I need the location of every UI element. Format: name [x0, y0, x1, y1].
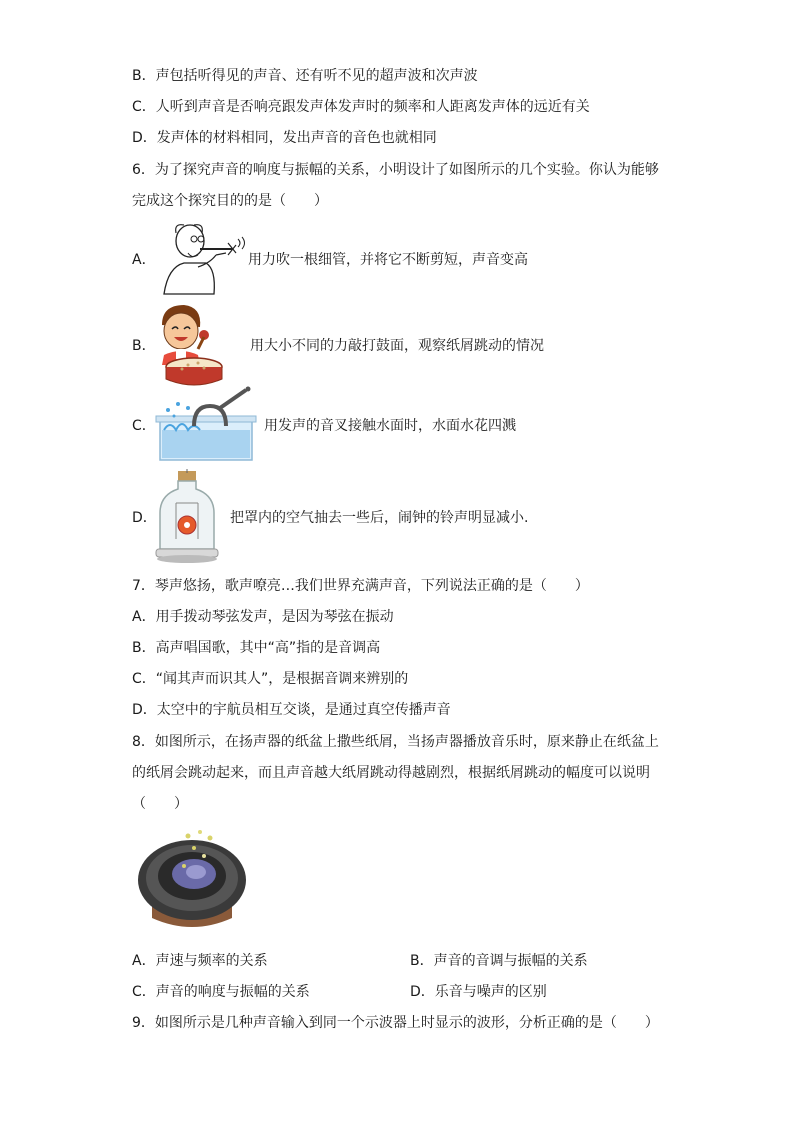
- option-letter: B．: [132, 338, 156, 354]
- option-text: 用大小不同的力敲打鼓面，观察纸屑跳动的情况: [250, 338, 544, 354]
- q8-option-a: A．声速与频率的关系: [132, 953, 268, 969]
- bell-jar-illustration: [154, 469, 220, 565]
- q8-stem-line-1: 8．如图所示，在扬声器的纸盆上撒些纸屑，当扬声器播放音乐时，原来静止在纸盆上: [132, 734, 659, 750]
- q6-option-c: [132, 380, 516, 470]
- q7-option-a: A．用手拨动琴弦发声，是因为琴弦在振动: [132, 609, 394, 625]
- option-text: 用发声的音叉接触水面时，水面水花四溅: [264, 418, 516, 434]
- q9-stem: 9．如图所示是几种声音输入到同一个示波器上时显示的波形，分析正确的是（ ）: [132, 1015, 659, 1031]
- q7-stem: 7．琴声悠扬，歌声嘹亮…我们世界充满声音，下列说法正确的是（ ）: [132, 578, 589, 594]
- q5-option-d: D．发声体的材料相同，发出声音的音色也就相同: [132, 130, 437, 146]
- q5-option-b: B．声包括听得见的声音、还有听不见的超声波和次声波: [132, 68, 478, 84]
- option-text: 用力吹一根细管，并将它不断剪短，声音变高: [248, 252, 528, 268]
- man-blowing-tube-illustration: [154, 219, 246, 299]
- q6-stem-line-1: 6．为了探究声音的响度与振幅的关系，小明设计了如图所示的几个实验。你认为能够: [132, 162, 659, 178]
- option-text: 把罩内的空气抽去一些后，闹钟的铃声明显减小.: [230, 510, 529, 526]
- q6-stem-line-2: 完成这个探究目的的是（ ）: [132, 193, 328, 209]
- option-letter: D．: [132, 510, 157, 526]
- boy-drum-illustration: [154, 303, 226, 387]
- q8-option-d: D．乐音与噪声的区别: [410, 984, 547, 1000]
- q8-option-b: B．声音的音调与振幅的关系: [410, 953, 588, 969]
- q6-option-a: [132, 214, 528, 304]
- q8-stem-line-2: 的纸屑会跳动起来，而且声音越大纸屑跳动得越剧烈，根据纸屑跳动的幅度可以说明: [132, 765, 650, 781]
- q5-option-c: C．人听到声音是否响亮跟发声体发声时的频率和人距离发声体的远近有关: [132, 99, 590, 115]
- q7-option-c: C．“闻其声而识其人”，是根据音调来辨别的: [132, 671, 409, 687]
- option-letter: C．: [132, 418, 156, 434]
- q8-option-c: C．声音的响度与振幅的关系: [132, 984, 310, 1000]
- q6-option-b: [132, 300, 544, 390]
- q7-option-d: D．太空中的宇航员相互交谈，是通过真空传播声音: [132, 702, 451, 718]
- speaker-illustration: [134, 826, 250, 938]
- tuning-fork-water-illustration: [154, 386, 258, 464]
- option-letter: A．: [132, 252, 156, 268]
- q6-option-d: [132, 472, 528, 562]
- q8-stem-line-3: （ ）: [132, 796, 188, 812]
- q7-option-b: B．高声唱国歌，其中“高”指的是音调高: [132, 640, 381, 656]
